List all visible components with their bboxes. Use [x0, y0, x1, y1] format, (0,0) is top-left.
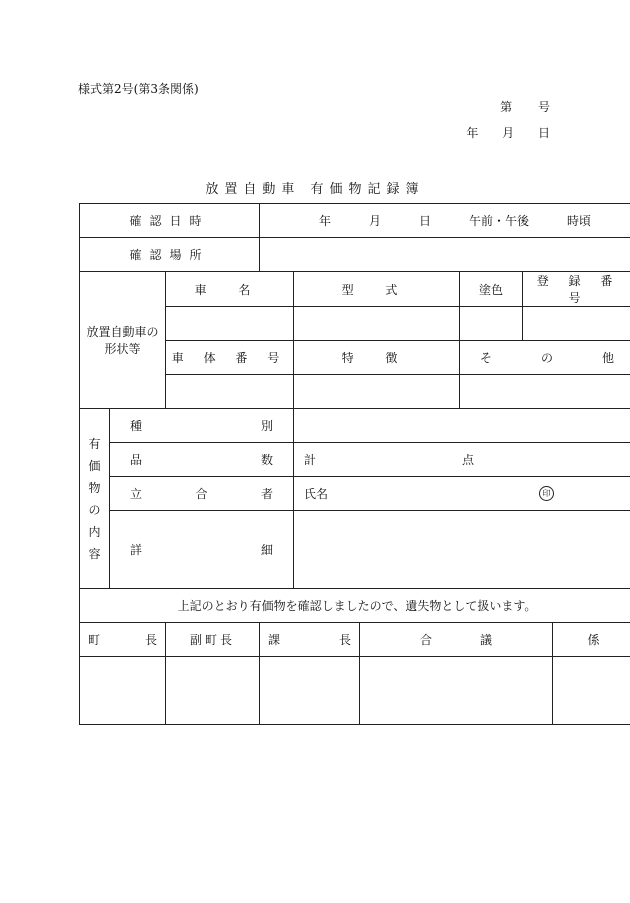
- name-label: 氏名: [304, 487, 329, 501]
- features-header: 特 徴: [294, 341, 460, 375]
- date-year: 年: [319, 214, 332, 228]
- staff-header: 係: [553, 623, 630, 657]
- council-header: 合 議: [360, 623, 553, 657]
- date-day: 日: [419, 214, 432, 228]
- confirm-date-label: 確認日時: [80, 204, 260, 238]
- confirm-date-field[interactable]: [260, 204, 630, 238]
- confirm-place-field[interactable]: [260, 238, 630, 272]
- date-ampm: 午前・午後: [469, 214, 530, 228]
- statement-text: 上記のとおり有価物を確認しましたので、遺失物として扱います。: [80, 589, 630, 623]
- confirm-place-label: 確認場所: [80, 238, 260, 272]
- vehicle-model-field[interactable]: [294, 307, 460, 341]
- vehicle-section-label: 放置自動車の 形状等: [80, 272, 166, 409]
- mayor-header: 町 長: [80, 623, 166, 657]
- vehicle-color-header: 塗色: [460, 272, 523, 307]
- document-title: 放置自動車 有価物記録簿: [205, 182, 425, 197]
- vehicle-name-header: 車 名: [166, 272, 294, 307]
- document-number-line: 第 号: [500, 100, 550, 114]
- kind-field[interactable]: [294, 409, 630, 443]
- document-date-line: 年 月 日: [466, 126, 550, 140]
- seal-mark: 印: [539, 486, 554, 501]
- witness-label: 立 合 者: [110, 477, 294, 511]
- details-field[interactable]: [294, 511, 630, 589]
- record-form-table: [79, 203, 630, 725]
- registration-number-field[interactable]: [523, 307, 630, 341]
- form-number: 様式第2号(第3条関係): [78, 82, 199, 96]
- other-header: そ の 他: [460, 341, 630, 375]
- mayor-stamp-field[interactable]: [80, 657, 166, 725]
- chassis-number-header: 車 体 番 号: [166, 341, 294, 375]
- deputy-mayor-stamp-field[interactable]: [166, 657, 260, 725]
- date-month: 月: [369, 214, 382, 228]
- kind-label: 種 別: [110, 409, 294, 443]
- features-field[interactable]: [294, 375, 460, 409]
- council-stamp-field[interactable]: [360, 657, 553, 725]
- section-chief-header: 課 長: [260, 623, 360, 657]
- date-time: 時頃: [567, 214, 592, 228]
- vehicle-name-field[interactable]: [166, 307, 294, 341]
- section-chief-stamp-field[interactable]: [260, 657, 360, 725]
- chassis-number-field[interactable]: [166, 375, 294, 409]
- deputy-mayor-header: 副町長: [166, 623, 260, 657]
- valuables-section-label: 有 価 物 の 内 容: [80, 409, 110, 589]
- other-field[interactable]: [460, 375, 630, 409]
- witness-name-field[interactable]: [294, 477, 630, 511]
- vehicle-color-field[interactable]: [460, 307, 523, 341]
- details-label: 詳 細: [110, 511, 294, 589]
- staff-stamp-field[interactable]: [553, 657, 630, 725]
- vehicle-model-header: 型 式: [294, 272, 460, 307]
- item-count-field[interactable]: 計 点: [294, 443, 630, 477]
- item-count-label: 品 数: [110, 443, 294, 477]
- registration-number-header: 登 録 番 号: [523, 272, 630, 307]
